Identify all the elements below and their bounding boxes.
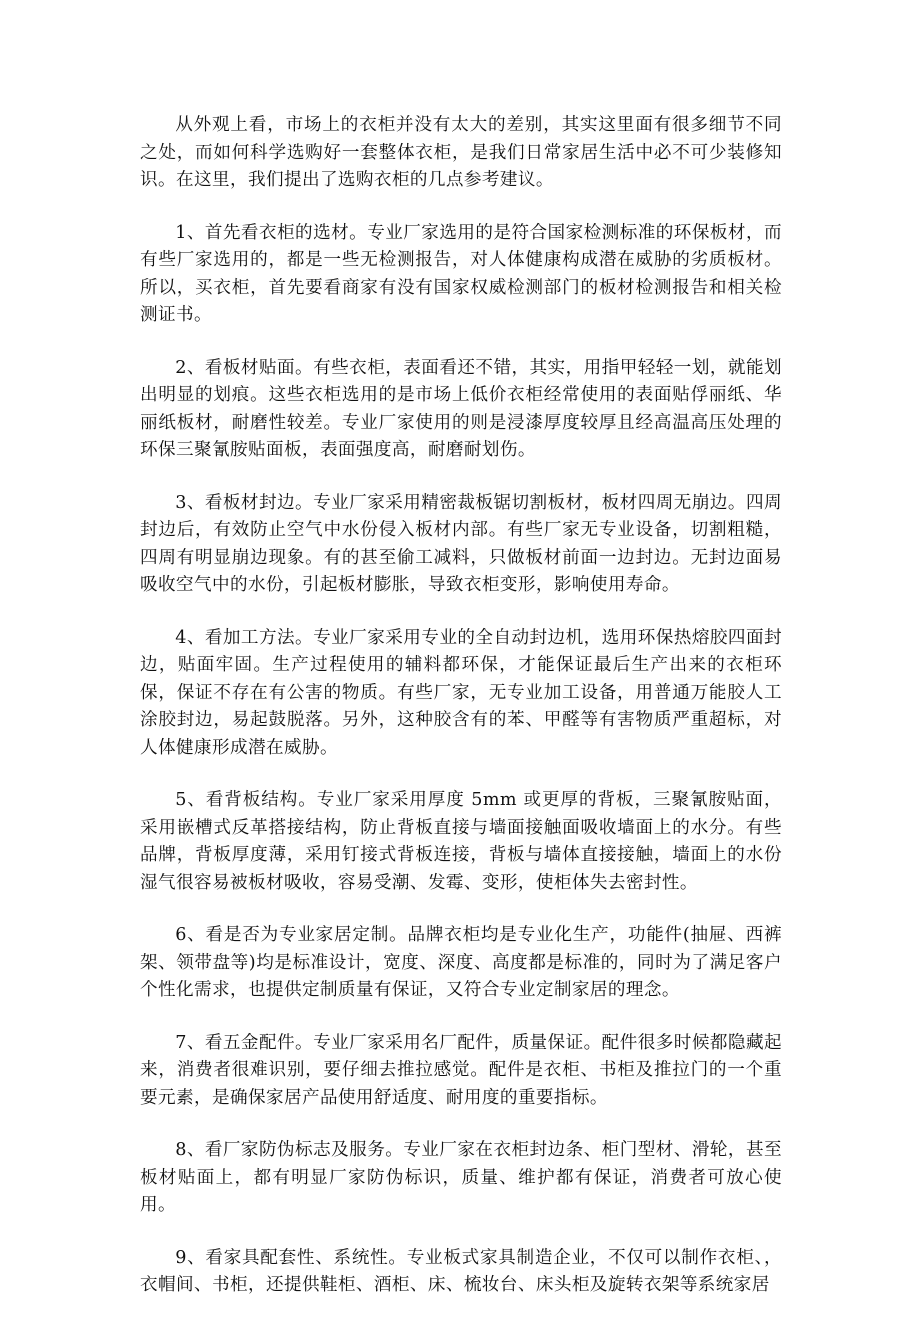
tip-3-paragraph: 3、看板材封边。专业厂家采用精密裁板锯切割板材，板材四周无崩边。四周封边后，有效防止空气中水份侵入板材内部。有些厂家无专业设备，切割粗糙，四周有明显崩边现象。有的甚至偷工减料，只做板材前面一边封边。无封边面易吸收空气中的水份，引起板材膨胀，导致衣柜变形，影响使用寿命。	[140, 492, 782, 595]
tip-2-paragraph: 2、看板材贴面。有些衣柜，表面看还不错，其实，用指甲轻轻一划，就能划出明显的划痕。这些衣柜选用的是市场上低价衣柜经常使用的表面贴俘丽纸、华丽纸板材，耐磨性较差。专业厂家使用的则是浸漆厚度较厚且经高温高压处理的环保三聚氰胺贴面板，表面强度高，耐磨耐划伤。	[140, 357, 782, 460]
tip-7-paragraph: 7、看五金配件。专业厂家采用名厂配件，质量保证。配件很多时候都隐藏起来，消费者很难识别，要仔细去推拉感觉。配件是衣柜、书柜及推拉门的一个重要元素，是确保家居产品使用舒适度、耐用度的重要指标。	[140, 1032, 782, 1108]
tip-6-paragraph: 6、看是否为专业家居定制。品牌衣柜均是专业化生产，功能件(抽屉、西裤架、领带盘等)均是标准设计，宽度、深度、高度都是标准的，同时为了满足客户个性化需求，也提供定制质量有保证，又符合专业定制家居的理念。	[140, 925, 782, 1000]
document-body	[140, 112, 782, 1325]
tip-5-paragraph: 5、看背板结构。专业厂家采用厚度 5mm 或更厚的背板，三聚氰胺贴面，采用嵌槽式反革搭接结构，防止背板直接与墙面接触面吸收墙面上的水分。有些品牌，背板厚度薄，采用钉接式背板连接，背板与墙体直接接触，墙面上的水份湿气很容易被板材吸收，容易受潮、发霉、变形，使柜体失去密封性。	[140, 790, 782, 893]
tip-4-paragraph: 4、看加工方法。专业厂家采用专业的全自动封边机，选用环保热熔胶四面封边，贴面牢固。生产过程使用的辅料都环保，才能保证最后生产出来的衣柜环保，保证不存在有公害的物质。有些厂家，无专业加工设备，用普通万能胶人工涂胶封边，易起鼓脱落。另外，这种胶含有的苯、甲醛等有害物质严重超标，对人体健康形成潜在威胁。	[140, 627, 782, 758]
tip-8-paragraph: 8、看厂家防伪标志及服务。专业厂家在衣柜封边条、柜门型材、滑轮，甚至板材贴面上，都有明显厂家防伪标识，质量、维护都有保证，消费者可放心使用。	[140, 1140, 782, 1215]
intro-paragraph: 从外观上看，市场上的衣柜并没有太大的差别，其实这里面有很多细节不同之处，而如何科学选购好一套整体衣柜，是我们日常家居生活中必不可少装修知识。在这里，我们提出了选购衣柜的几点参考建议。	[140, 115, 782, 190]
tip-1-paragraph: 1、首先看衣柜的选材。专业厂家选用的是符合国家检测标准的环保板材，而有些厂家选用的，都是一些无检测报告，对人体健康构成潜在威胁的劣质板材。所以，买衣柜，首先要看商家有没有国家权威检测部门的板材检测报告和相关检测证书。	[140, 222, 782, 325]
tip-9-paragraph: 9、看家具配套性、系统性。专业板式家具制造企业，不仅可以制作衣柜、，衣帽间、书柜，还提供鞋柜、酒柜、床、梳妆台、床头柜及旋转衣架等系统家居	[140, 1247, 782, 1295]
